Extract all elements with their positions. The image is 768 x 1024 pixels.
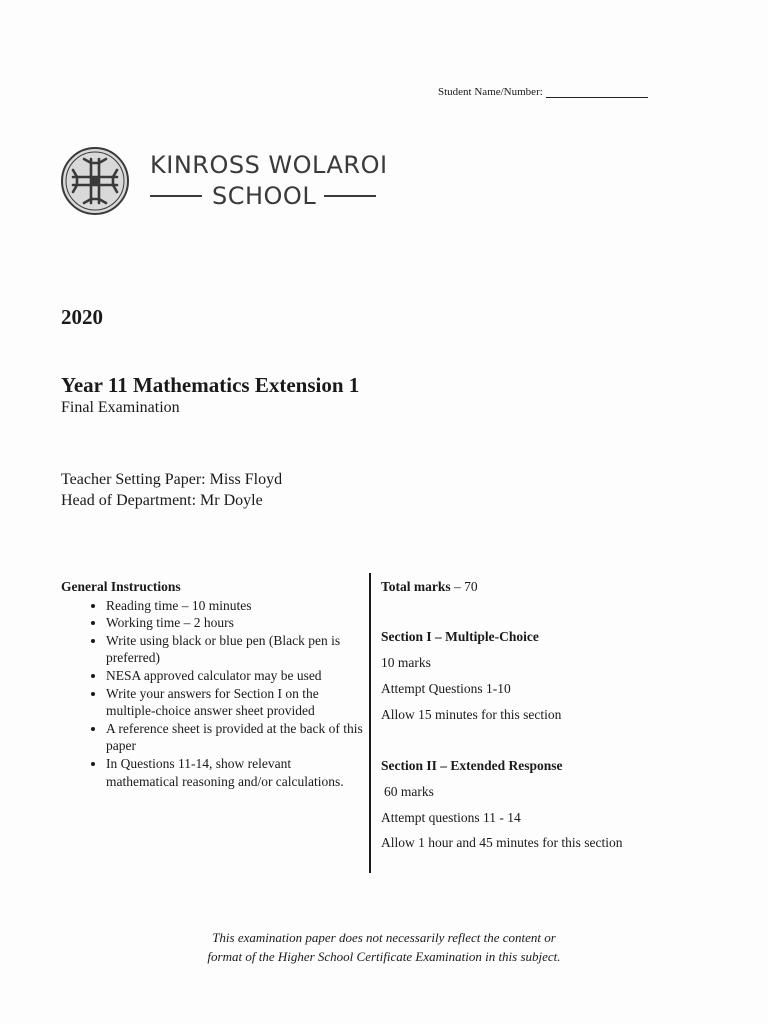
instructions-list [61,597,366,791]
exam-title: Year 11 Mathematics Extension 1 [61,373,360,397]
school-name-line2-row [150,181,388,211]
total-marks [381,578,478,595]
exam-year: 2020 [61,305,103,329]
general-instructions-heading: General Instructions [61,579,181,594]
section1-attempt: Attempt Questions 1-10 [381,681,511,696]
instruction-item: • Working time – 2 hours [106,614,366,632]
instruction-item: • Write your answers for Section I on the multiple-choice answer sheet provided [106,685,366,720]
staff-info [61,469,282,511]
exam-disclaimer [0,928,768,966]
exam-subtitle: Final Examination [61,399,180,416]
school-logo [60,146,388,216]
total-marks-value: – 70 [454,579,478,594]
total-marks-label: Total marks [381,579,451,594]
student-name-field[interactable] [438,86,648,98]
instruction-item: • In Questions 11-14, show relevant mathematical reasoning and/or calculations. [106,755,366,790]
column-divider [369,573,371,873]
section2-time: Allow 1 hour and 45 minutes for this section [381,835,623,850]
general-instructions [61,578,366,790]
head-of-department: Head of Department: Mr Doyle [61,492,263,509]
school-crest-icon [60,146,130,216]
section1-time: Allow 15 minutes for this section [381,707,562,722]
school-name-line1: KINROSS WOLAROI [150,151,388,179]
instruction-item: • Reading time – 10 minutes [106,597,366,615]
wordmark-rule-left [150,195,202,197]
instruction-item: • Write using black or blue pen (Black pen is preferred) [106,632,366,667]
section2-marks: 60 marks [384,784,434,799]
section2-attempt: Attempt questions 11 - 14 [381,810,521,825]
section1-heading: Section I – Multiple-Choice [381,629,539,644]
marks-summary [381,578,623,850]
wordmark-rule-right [324,195,376,197]
disclaimer-line2: format of the Higher School Certificate Examination in this subject. [207,949,561,964]
instruction-item: • A reference sheet is provided at the back of this paper [106,720,366,755]
section1-marks: 10 marks [381,655,431,670]
disclaimer-line1: This examination paper does not necessarily reflect the content or [212,930,556,945]
student-name-blank[interactable] [546,87,648,98]
school-name-line2: SCHOOL [212,182,317,210]
school-wordmark [150,151,388,211]
section2-heading: Section II – Extended Response [381,758,563,773]
student-name-label: Student Name/Number: [438,86,543,98]
instruction-item: • NESA approved calculator may be used [106,667,366,685]
teacher-setting-paper: Teacher Setting Paper: Miss Floyd [61,471,283,488]
